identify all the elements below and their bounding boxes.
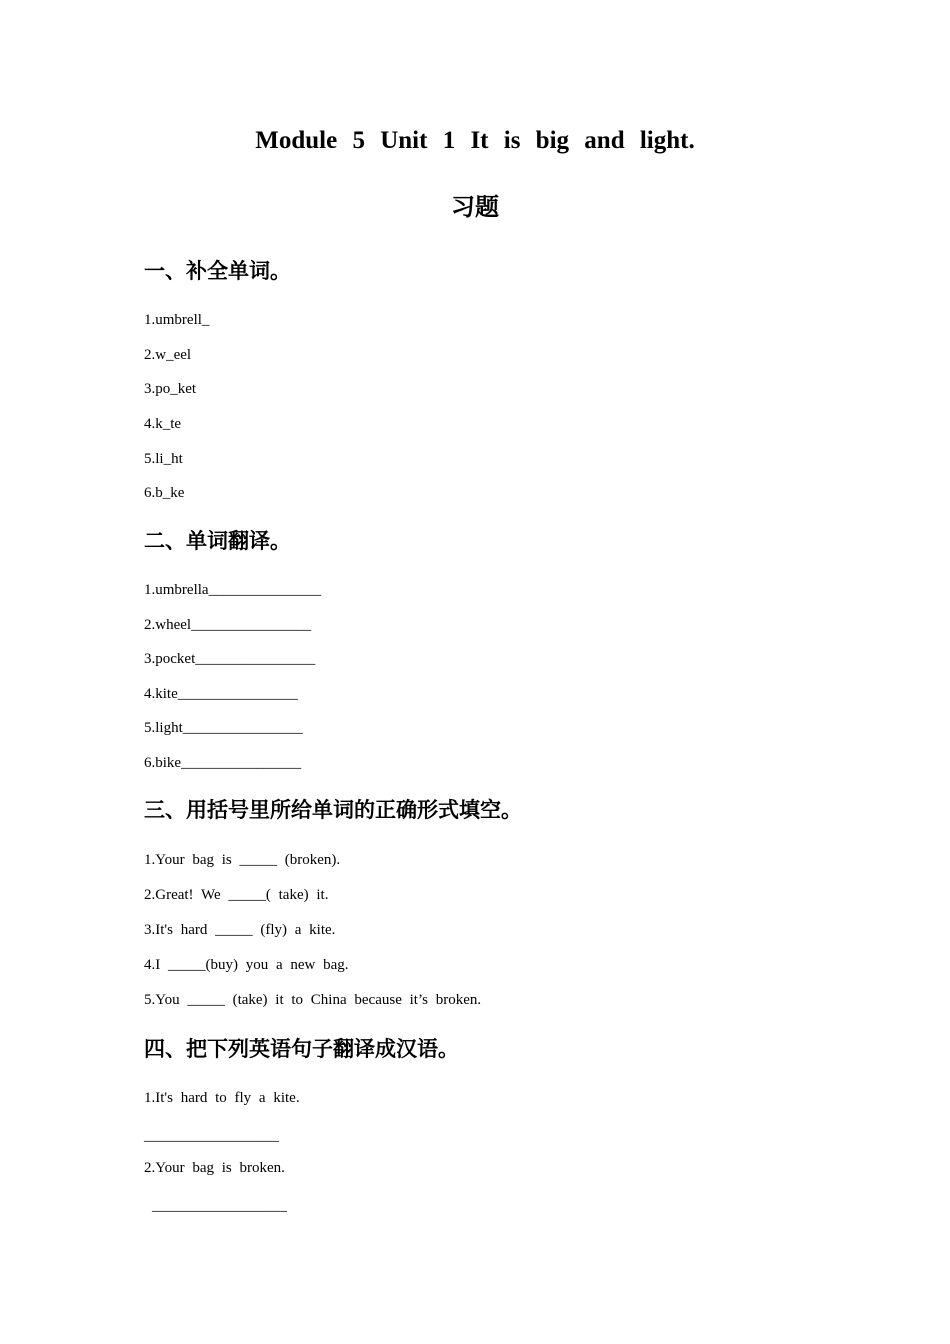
- word-translation-item: 1.umbrella_______________: [144, 582, 322, 598]
- page-title: Module 5 Unit 1 It is big and light.: [255, 127, 695, 154]
- correct-form-item: 4.I _____(buy) you a new bag.: [144, 957, 349, 973]
- sentence-translation-item: 2.Your bag is broken.: [144, 1160, 285, 1176]
- word-translation-item: 3.pocket________________: [144, 651, 316, 667]
- fill-word-item: 4.k_te: [144, 416, 182, 432]
- word-translation-item: 6.bike________________: [144, 755, 302, 771]
- fill-word-item: 2.w_eel: [144, 347, 192, 363]
- section-heading-sentence-translation: 四、把下列英语句子翻译成汉语。: [144, 1037, 459, 1061]
- correct-form-item: 5.You _____ (take) it to China because it’s broken.: [144, 992, 482, 1008]
- correct-form-item: 2.Great! We _____( take) it.: [144, 887, 329, 903]
- page-subtitle: 习题: [451, 193, 499, 221]
- word-translation-item: 5.light________________: [144, 720, 303, 736]
- word-translation-item: 2.wheel________________: [144, 617, 312, 633]
- answer-blank-line: __________________: [152, 1198, 287, 1214]
- fill-word-item: 3.po_ket: [144, 381, 197, 397]
- section-heading-word-translation: 二、单词翻译。: [144, 529, 291, 553]
- correct-form-item: 3.It's hard _____ (fly) a kite.: [144, 922, 336, 938]
- fill-word-item: 5.li_ht: [144, 451, 183, 467]
- section-heading-correct-form: 三、用括号里所给单词的正确形式填空。: [144, 798, 522, 822]
- answer-blank-line: __________________: [144, 1128, 279, 1144]
- section-heading-fill-words: 一、补全单词。: [144, 259, 291, 283]
- word-translation-item: 4.kite________________: [144, 686, 298, 702]
- fill-word-item: 1.umbrell_: [144, 312, 210, 328]
- fill-word-item: 6.b_ke: [144, 485, 185, 501]
- correct-form-item: 1.Your bag is _____ (broken).: [144, 852, 341, 868]
- sentence-translation-item: 1.It's hard to fly a kite.: [144, 1090, 300, 1106]
